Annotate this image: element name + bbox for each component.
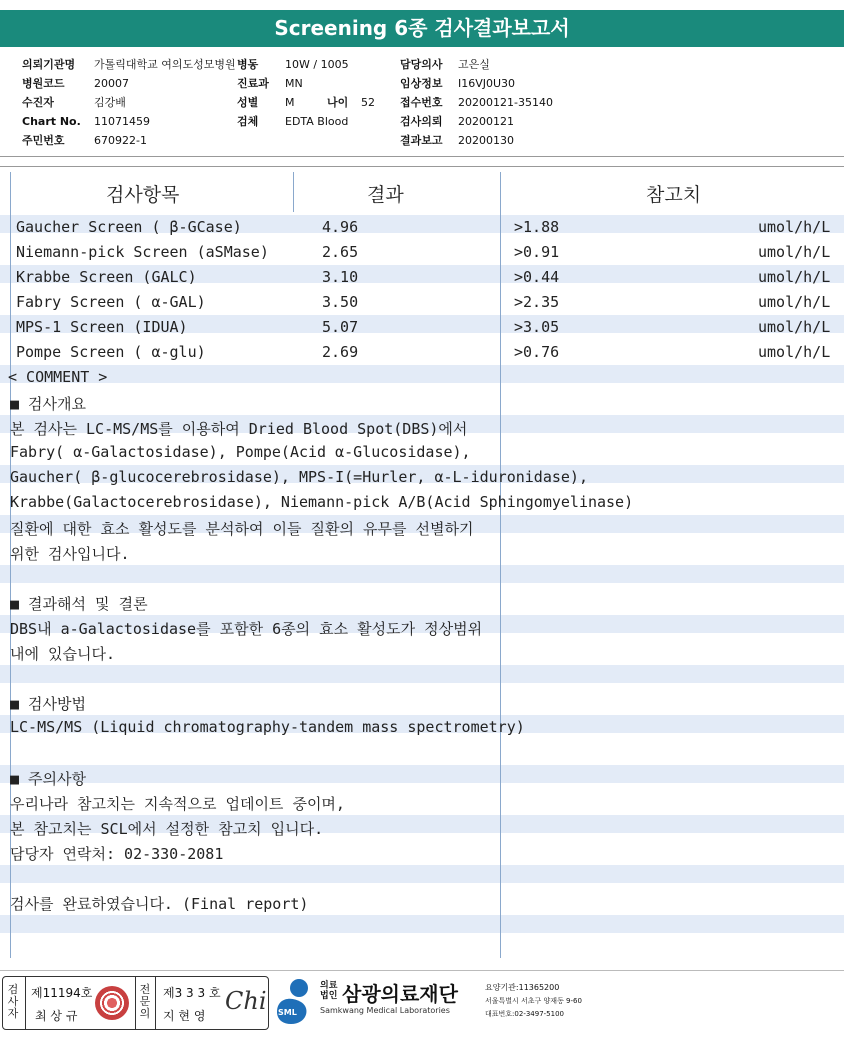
report-title: Screening 6종 검사결과보고서 xyxy=(0,10,844,47)
signature-icon: Chi xyxy=(225,987,267,1015)
info-value: EDTA Blood xyxy=(285,115,349,128)
comment-line: LC-MS/MS (Liquid chromatography-tandem mass spectrometry) xyxy=(10,718,525,736)
section-title: ■ 검사방법 xyxy=(10,695,87,713)
info-label: 검체 xyxy=(237,115,259,128)
info-value: 10W / 1005 xyxy=(285,58,349,71)
tester-name: 최 상 규 xyxy=(35,1009,78,1023)
unit: umol/h/L xyxy=(758,318,831,336)
header-result: 결과 xyxy=(367,184,404,206)
comment-line: 위한 검사입니다. xyxy=(10,545,130,563)
reference-value: >1.88 xyxy=(514,218,560,236)
unit: umol/h/L xyxy=(758,293,831,311)
unit: umol/h/L xyxy=(758,343,831,361)
comment-line: 본 참고치는 SCL에서 설정한 참고치 입니다. xyxy=(10,820,324,838)
test-name: Niemann-pick Screen (aSMase) xyxy=(16,243,269,261)
column-line xyxy=(500,172,501,958)
org-name: 삼광의료재단 xyxy=(342,982,458,1006)
column-line xyxy=(293,172,294,212)
expert-label: 전문의 xyxy=(139,983,151,1020)
org-address: 서울특별시 서초구 양재동 9-60 xyxy=(485,997,582,1005)
org-phone: 대표번호:02-3497-5100 xyxy=(485,1010,564,1018)
comment-line: 우리나라 참고치는 지속적으로 업데이트 중이며, xyxy=(10,795,345,813)
comment-header: < COMMENT > xyxy=(8,368,108,386)
info-label: 결과보고 xyxy=(400,134,443,147)
info-label: 주민번호 xyxy=(22,134,65,147)
unit: umol/h/L xyxy=(758,218,831,236)
header-test-item: 검사항목 xyxy=(106,184,180,206)
info-value: 52 xyxy=(361,96,375,109)
test-value: 2.69 xyxy=(322,343,359,361)
test-value: 3.10 xyxy=(322,268,359,286)
info-value: 11071459 xyxy=(94,115,150,128)
test-name: Pompe Screen ( α-glu) xyxy=(16,343,206,361)
sml-logo-icon xyxy=(271,976,317,1026)
info-label: 접수번호 xyxy=(400,96,443,109)
info-column-right xyxy=(400,55,553,150)
section-title: ■ 검사개요 xyxy=(10,395,87,413)
info-label: 병원코드 xyxy=(22,77,65,90)
org-english-name: Samkwang Medical Laboratories xyxy=(320,1006,450,1015)
info-label: 임상정보 xyxy=(400,77,443,90)
reference-value: >0.44 xyxy=(514,268,560,286)
comment-line: 담당자 연락처: 02-330-2081 xyxy=(10,845,224,863)
info-label: 의뢰기관명 xyxy=(22,58,76,71)
info-label: 수진자 xyxy=(22,96,54,109)
test-value: 3.50 xyxy=(322,293,359,311)
info-value: M xyxy=(285,96,295,109)
final-report-line: 검사를 완료하였습니다. (Final report) xyxy=(10,895,309,913)
test-name: MPS-1 Screen (IDUA) xyxy=(16,318,188,336)
unit: umol/h/L xyxy=(758,243,831,261)
org-type: 의료법인 xyxy=(320,981,338,1001)
expert-number: 제3 3 3 호 xyxy=(163,986,221,1000)
signature-box xyxy=(2,976,269,1030)
comment-line: Gaucher( β-glucocerebrosidase), MPS-I(=Hurler, α-L-iduronidase), xyxy=(10,468,588,486)
tester-number: 제11194호 xyxy=(31,986,93,1000)
institution-code: 요양기관:11365200 xyxy=(485,983,560,992)
test-value: 2.65 xyxy=(322,243,359,261)
info-label: 검사의뢰 xyxy=(400,115,443,128)
reference-value: >3.05 xyxy=(514,318,560,336)
tester-label: 검사자 xyxy=(7,983,19,1020)
test-name: Fabry Screen ( α-GAL) xyxy=(16,293,206,311)
comment-line: Fabry( α-Galactosidase), Pompe(Acid α-Glucosidase), xyxy=(10,443,471,461)
info-value: 670922-1 xyxy=(94,134,147,147)
test-name: Gaucher Screen ( β-GCase) xyxy=(16,218,242,236)
info-value: 김강배 xyxy=(94,96,126,109)
info-column-middle xyxy=(237,55,375,131)
info-value: 가톨릭대학교 여의도성모병원 xyxy=(94,58,236,71)
info-value: 20200130 xyxy=(458,134,514,147)
comment-line: Krabbe(Galactocerebrosidase), Niemann-pick A/B(Acid Sphingomyelinase) xyxy=(10,493,634,511)
info-value: 고은실 xyxy=(458,58,490,71)
test-name: Krabbe Screen (GALC) xyxy=(16,268,197,286)
comment-line: 질환에 대한 효소 활성도를 분석하여 이들 질환의 유무를 선별하기 xyxy=(10,520,474,538)
info-label: 나이 xyxy=(327,96,349,109)
seal-stamp-icon xyxy=(95,986,129,1020)
expert-name: 지 현 영 xyxy=(163,1009,206,1023)
info-label: 담당의사 xyxy=(400,58,443,71)
info-value: I16VJ0U30 xyxy=(458,77,516,90)
divider xyxy=(0,156,844,157)
info-value: 20007 xyxy=(94,77,129,90)
info-value: 20200121-35140 xyxy=(458,96,553,109)
section-title: ■ 결과해석 및 결론 xyxy=(10,595,148,613)
striped-background xyxy=(0,170,844,960)
info-column-left xyxy=(22,55,236,150)
unit: umol/h/L xyxy=(758,268,831,286)
reference-value: >0.76 xyxy=(514,343,560,361)
comment-line: DBS내 a-Galactosidase를 포함한 6종의 효소 활성도가 정상범위 xyxy=(10,620,483,638)
info-label: 성별 xyxy=(237,96,259,109)
section-title: ■ 주의사항 xyxy=(10,770,87,788)
info-value: MN xyxy=(285,77,303,90)
test-value: 4.96 xyxy=(322,218,359,236)
info-label: 진료과 xyxy=(237,77,269,90)
info-value: 20200121 xyxy=(458,115,514,128)
info-label: 병동 xyxy=(237,58,259,71)
divider xyxy=(0,166,844,167)
reference-value: >0.91 xyxy=(514,243,560,261)
comment-line: 내에 있습니다. xyxy=(10,645,116,663)
reference-value: >2.35 xyxy=(514,293,560,311)
header-reference: 참고치 xyxy=(646,184,702,206)
info-label: Chart No. xyxy=(22,115,81,128)
comment-line: 본 검사는 LC-MS/MS를 이용하여 Dried Blood Spot(DBS)에서 xyxy=(10,420,468,438)
test-value: 5.07 xyxy=(322,318,359,336)
logo-abbr: SML xyxy=(278,1008,297,1017)
column-line xyxy=(10,172,11,958)
